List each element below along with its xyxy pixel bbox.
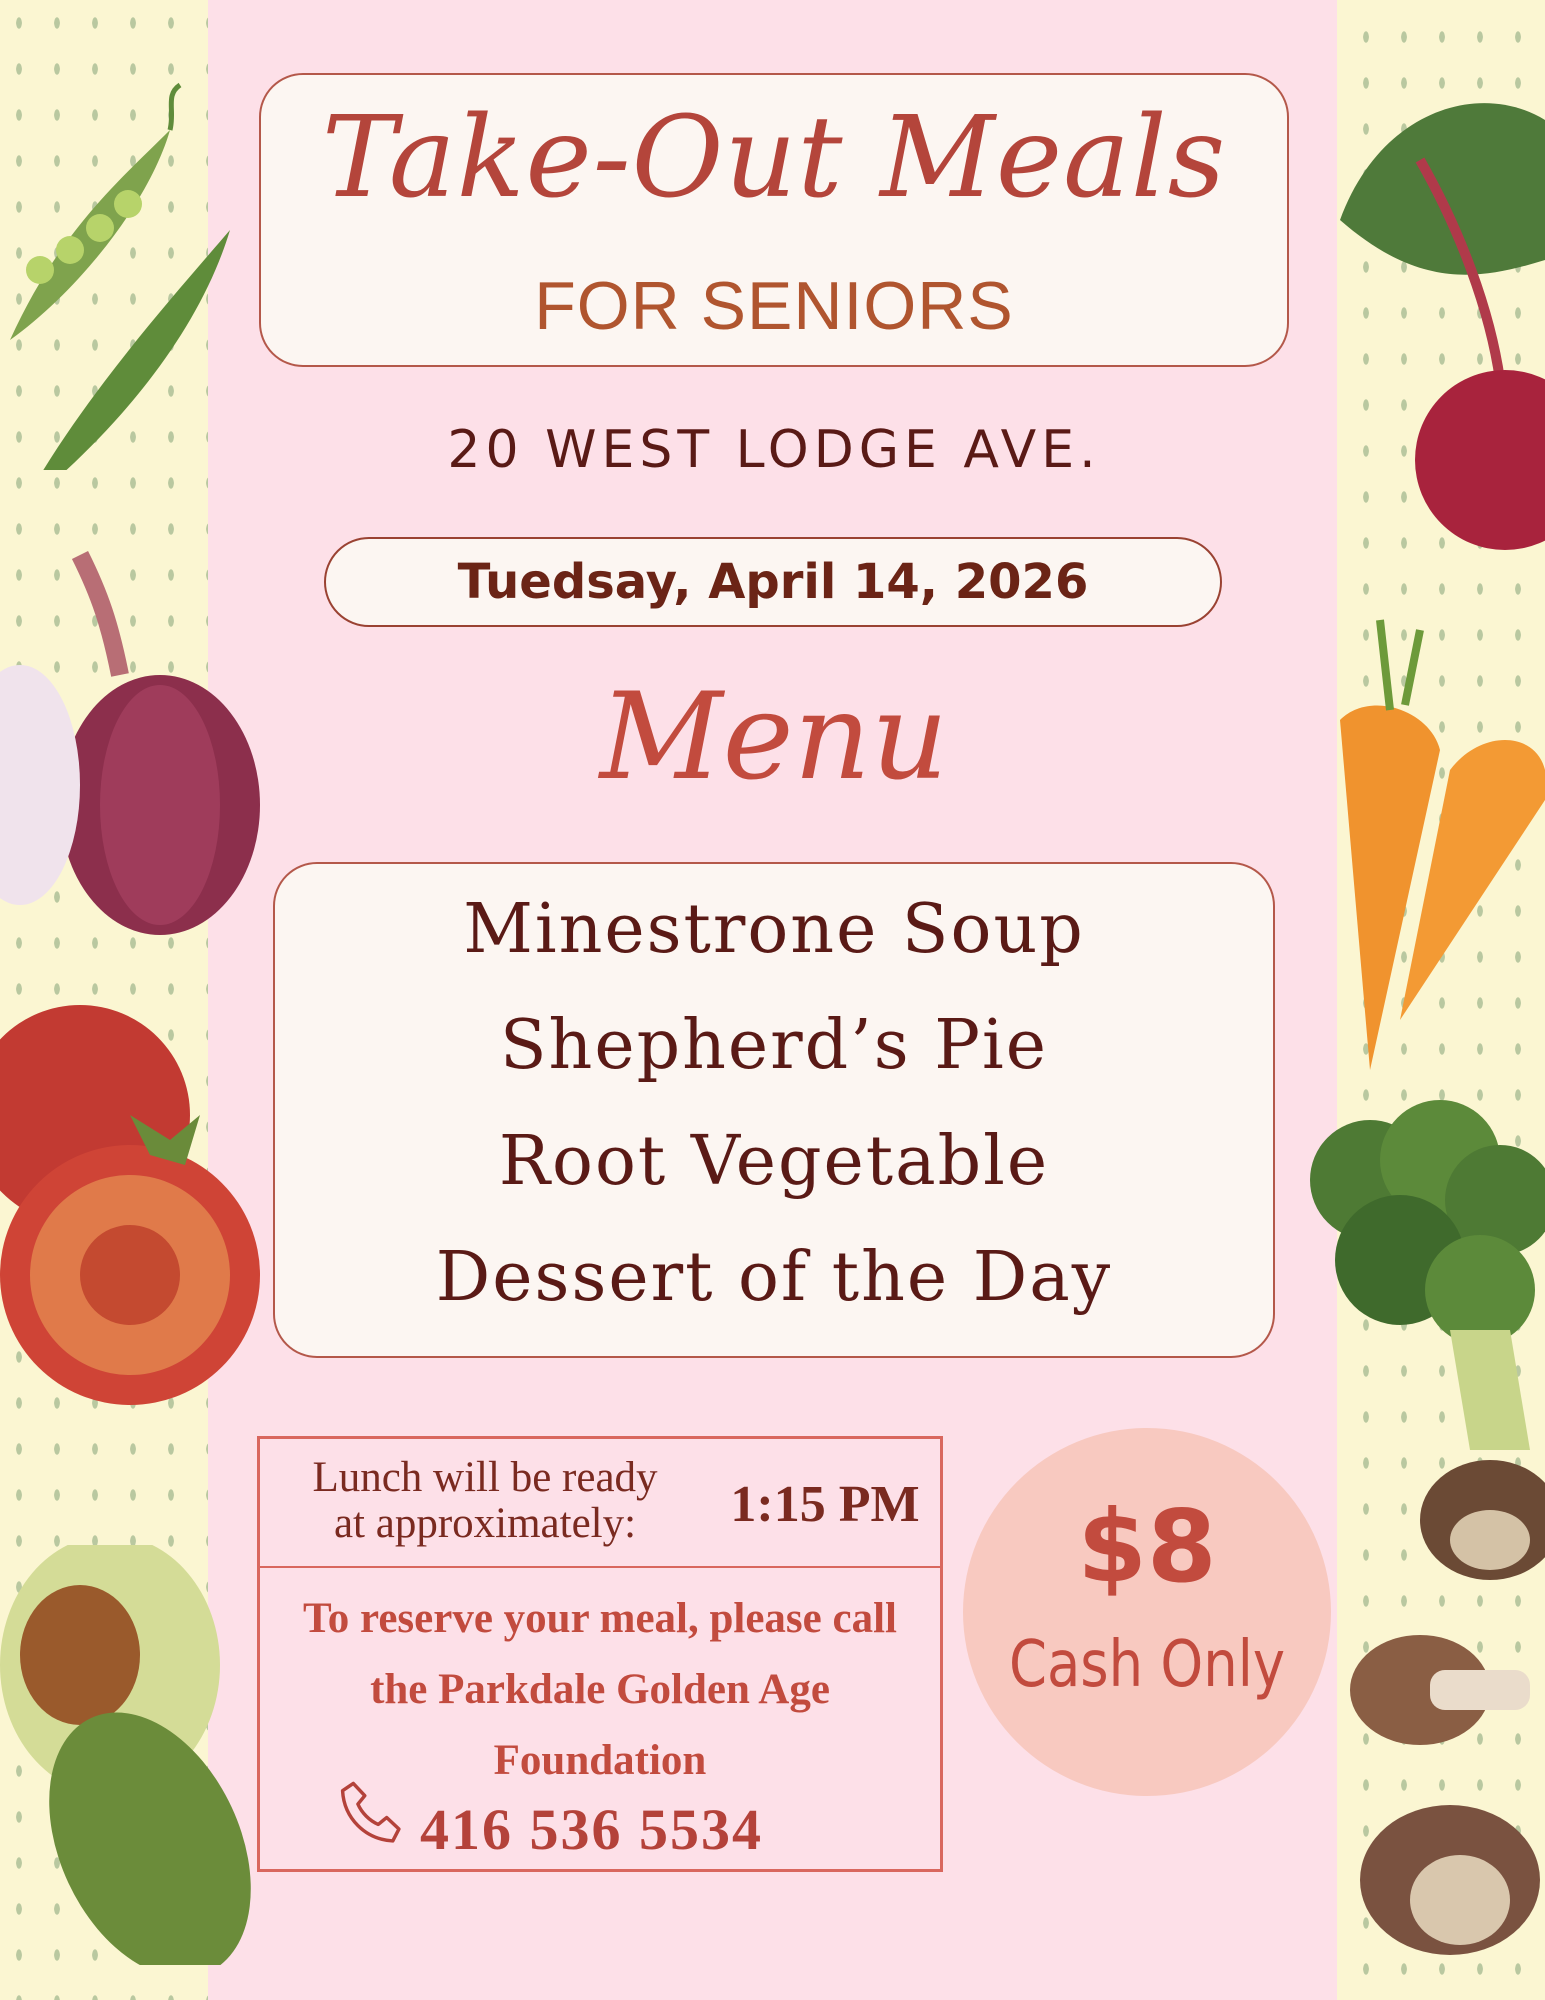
broccoli-illustration — [1300, 1090, 1545, 1470]
avocado-illustration — [0, 1545, 260, 1965]
price-amount: $8 — [1077, 1488, 1217, 1605]
tomato-illustration — [0, 1005, 270, 1425]
reserve-instructions — [260, 1583, 940, 1796]
price-badge — [963, 1428, 1331, 1796]
phone-icon — [328, 1770, 420, 1862]
menu-heading: Menu — [599, 668, 949, 807]
lunch-ready-label — [260, 1455, 710, 1547]
title-card — [259, 73, 1289, 367]
lunch-ready-line-1: Lunch will be ready — [312, 1454, 658, 1501]
payment-note: Cash Only — [1008, 1628, 1286, 1702]
mushrooms-illustration — [1330, 1430, 1545, 2000]
date-pill: Tuedsay, April 14, 2026 — [324, 537, 1222, 627]
menu-item-side: Root Vegetable — [498, 1122, 1050, 1201]
menu-item-main: Shepherd’s Pie — [499, 1006, 1049, 1085]
red-onion-illustration — [0, 545, 260, 945]
pea-pods-illustration — [0, 70, 250, 470]
page-title: Take-Out Meals — [321, 93, 1227, 223]
address: 20 WEST LODGE AVE. — [447, 420, 1101, 480]
beet-illustration — [1300, 60, 1545, 550]
reserve-line-1: To reserve your meal, please call — [303, 1595, 897, 1642]
reserve-line-3: Foundation — [493, 1737, 707, 1784]
carrots-illustration — [1310, 600, 1545, 1080]
menu-item-soup: Minestrone Soup — [463, 890, 1085, 969]
menu-card — [273, 862, 1275, 1358]
phone-number: 416 536 5534 — [420, 1797, 763, 1862]
lunch-ready-line-2: at approximately: — [333, 1500, 637, 1547]
lunch-time: 1:15 PM — [730, 1476, 920, 1533]
menu-item-dessert: Dessert of the Day — [435, 1238, 1113, 1317]
info-divider — [260, 1566, 940, 1568]
reserve-line-2: the Parkdale Golden Age — [370, 1666, 830, 1713]
page-subtitle: FOR SENIORS — [534, 268, 1014, 344]
